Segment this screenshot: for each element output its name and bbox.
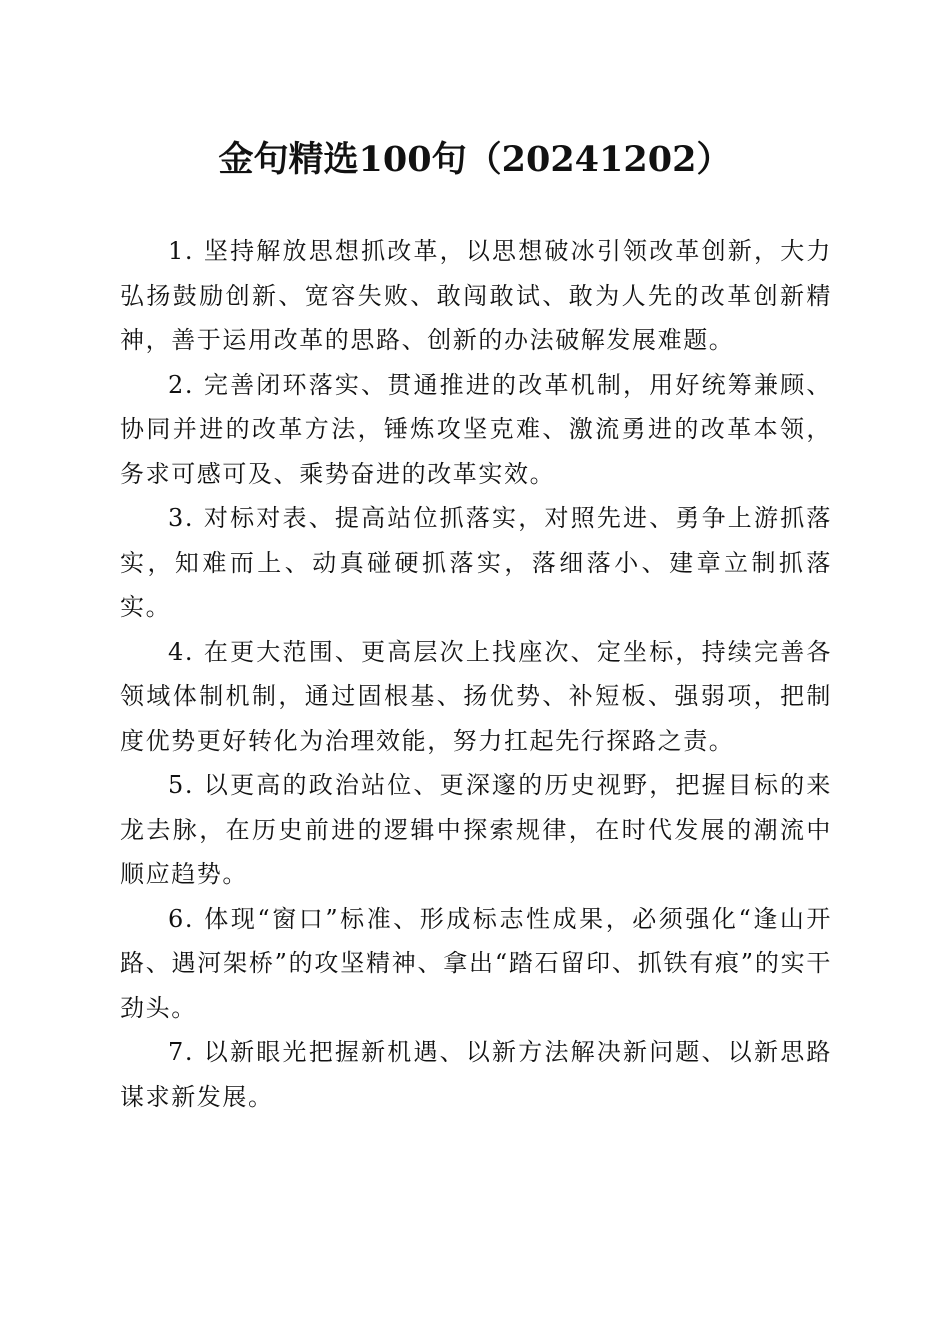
- paragraph-1: 1. 坚持解放思想抓改革，以思想破冰引领改革创新，大力弘扬鼓励创新、宽容失败、敢闯敢试、敢为人先的改革创新精神，善于运用改革的思路、创新的办法破解发展难题。: [120, 237, 832, 354]
- page-title: 金句精选100句（20241202）: [218, 139, 732, 180]
- paragraph-7: 7. 以新眼光把握新机遇、以新方法解决新问题、以新思路谋求新发展。: [120, 1038, 832, 1111]
- paragraph-2: 2. 完善闭环落实、贯通推进的改革机制，用好统筹兼顾、协同并进的改革方法，锤炼攻坚克难、激流勇进的改革本领，务求可感可及、乘势奋进的改革实效。: [120, 370, 832, 488]
- paragraph-5: 5. 以更高的政治站位、更深邃的历史视野，把握目标的来龙去脉，在历史前进的逻辑中探索规律，在时代发展的潮流中顺应趋势。: [120, 771, 832, 888]
- paragraph-6: 6. 体现“窗口”标准、形成标志性成果，必须强化“逢山开路、遇河架桥”的攻坚精神、拿出“踏石留印、抓铁有痕”的实干劲头。: [120, 904, 832, 1022]
- document-body: [120, 229, 832, 1119]
- paragraph-4: 4. 在更大范围、更高层次上找座次、定坐标，持续完善各领域体制机制，通过固根基、扬优势、补短板、强弱项，把制度优势更好转化为治理效能，努力扛起先行探路之责。: [120, 637, 832, 755]
- paragraph-3: 3. 对标对表、提高站位抓落实，对照先进、勇争上游抓落实，知难而上、动真碰硬抓落实，落细落小、建章立制抓落实。: [120, 504, 832, 621]
